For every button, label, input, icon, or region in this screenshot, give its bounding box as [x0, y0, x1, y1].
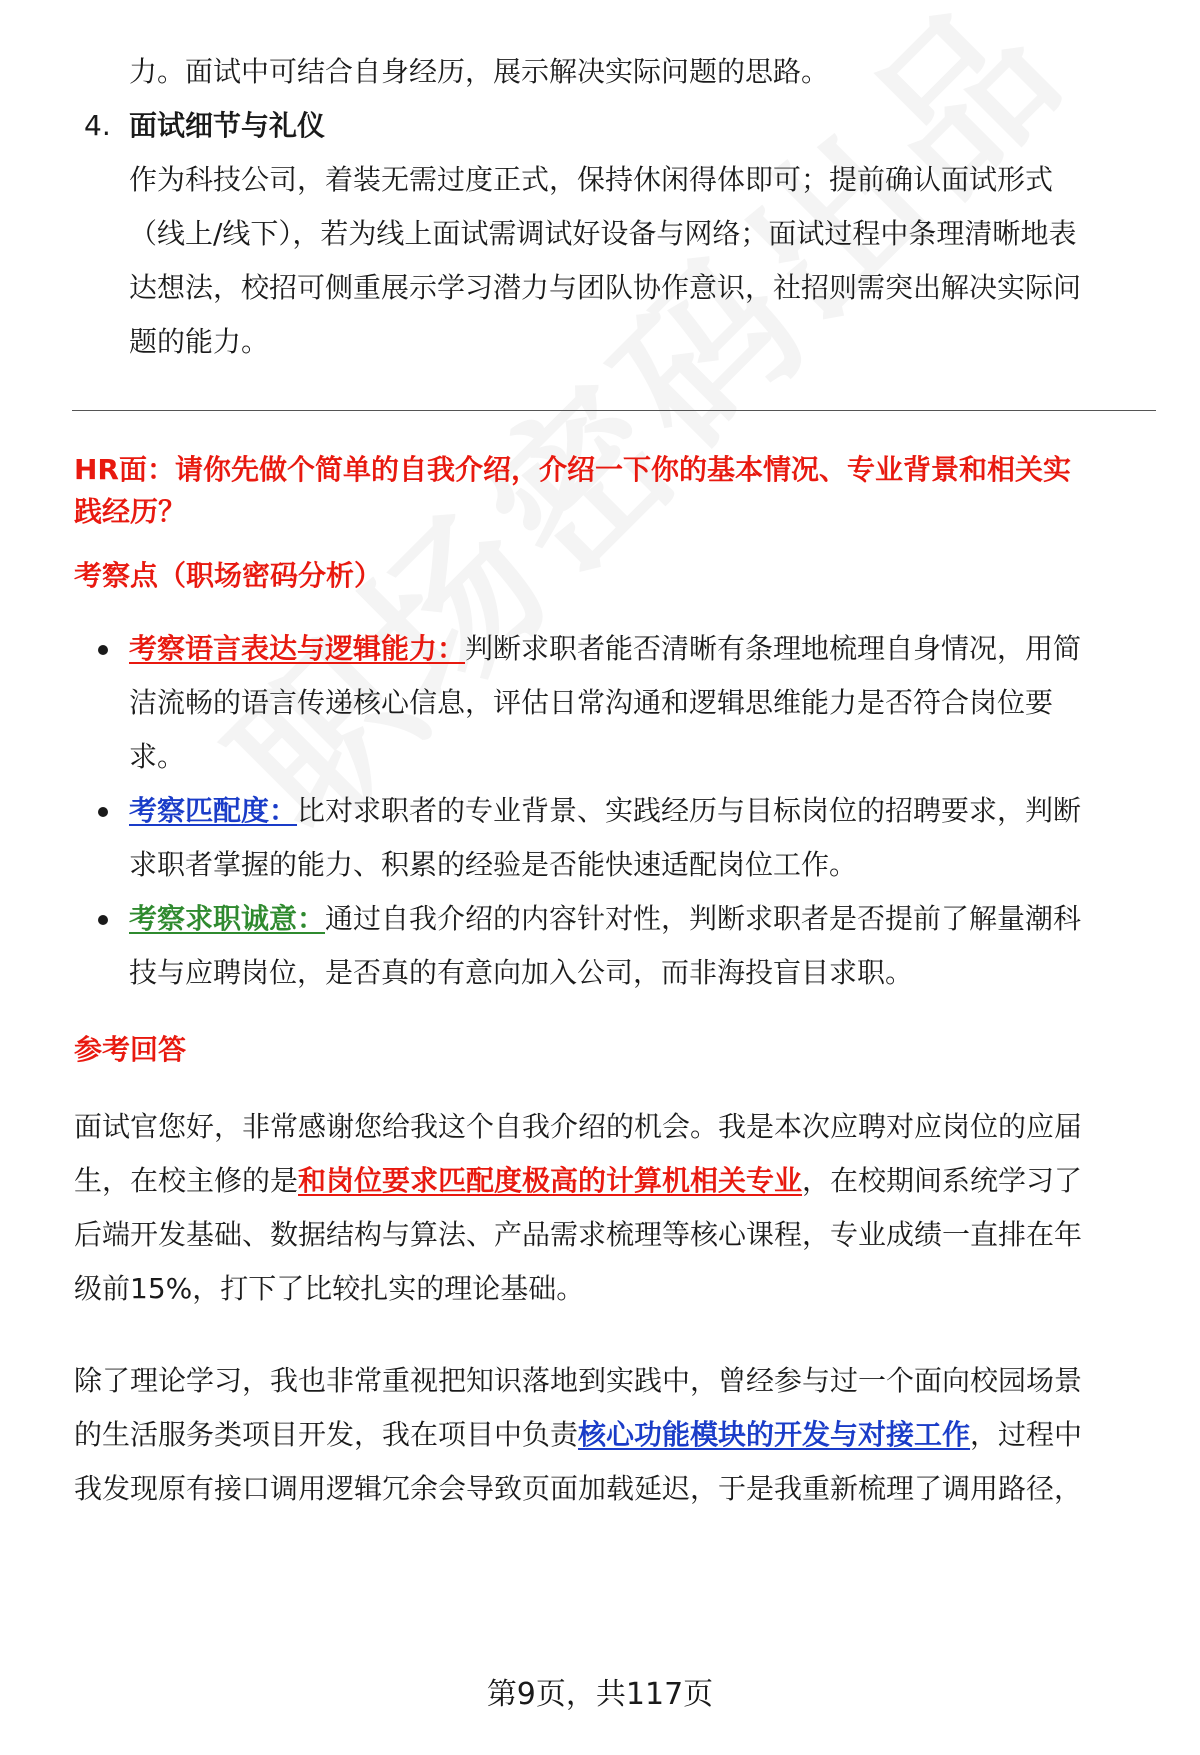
- list-item-4-heading: [74, 96, 1154, 156]
- point-text: 判断求职者能否清晰有条理地梳理自身情况，用简: [465, 632, 1082, 665]
- bullet-icon: [98, 645, 108, 655]
- answer-paragraph-1: [74, 1097, 1154, 1319]
- hr-question: [74, 449, 1154, 533]
- point-3-line-2: 技与应聘岗位，是否真的有意向加入公司，而非海投盲目求职。: [129, 956, 914, 989]
- point-keyword: 考察求职诚意：: [129, 902, 326, 935]
- text-segment: ，过程中: [970, 1418, 1083, 1451]
- list-number: 4.: [84, 109, 111, 142]
- section-divider: [72, 410, 1156, 411]
- point-3-line-1: [129, 889, 1154, 949]
- list-item-title: 面试细节与礼仪: [129, 109, 326, 142]
- bullet-icon: [98, 915, 108, 925]
- item4-line-4: 题的能力。: [129, 325, 270, 358]
- page-content: [74, 0, 1154, 1519]
- answer-p2-line-1: 除了理论学习，我也非常重视把知识落地到实践中，曾经参与过一个面向校园场景: [74, 1364, 1083, 1397]
- list-item: [74, 781, 1154, 895]
- answer-p2-line-2: [74, 1405, 1154, 1465]
- point-2-line-1: [129, 781, 1154, 841]
- question-line-2: 践经历？: [74, 495, 187, 528]
- answer-p1-line-4: 级前15%，打下了比较扎实的理论基础。: [74, 1272, 585, 1305]
- point-2-line-2: 求职者掌握的能力、积累的经验是否能快速适配岗位工作。: [129, 848, 858, 881]
- answer-p2-line-3: 我发现原有接口调用逻辑冗余会导致页面加载延迟，于是我重新梳理了调用路径，: [74, 1472, 1083, 1505]
- text-segment: ，在校期间系统学习了: [802, 1164, 1083, 1197]
- points-heading: 考察点（职场密码分析）: [74, 559, 383, 592]
- item4-line-1: 作为科技公司，着装无需过度正式，保持休闲得体即可；提前确认面试形式: [129, 163, 1054, 196]
- answer-p1-line-1: 面试官您好，非常感谢您给我这个自我介绍的机会。我是本次应聘对应岗位的应届: [74, 1110, 1083, 1143]
- highlight-keyword: 核心功能模块的开发与对接工作: [578, 1418, 971, 1451]
- answer-p1-line-2: [74, 1151, 1154, 1211]
- page-footer: 第9页，共117页: [486, 1677, 714, 1712]
- list-item: [74, 889, 1154, 1003]
- item4-line-3: 达想法，校招可侧重展示学习潜力与团队协作意识，社招则需突出解决实际问: [129, 271, 1082, 304]
- text-segment: 生，在校主修的是: [74, 1164, 299, 1197]
- point-1-line-3: 求。: [129, 740, 186, 773]
- highlight-keyword: 和岗位要求匹配度极高的计算机相关专业: [298, 1164, 803, 1197]
- text-segment: 的生活服务类项目开发，我在项目中负责: [74, 1418, 579, 1451]
- point-text: 比对求职者的专业背景、实践经历与目标岗位的招聘要求，判断: [297, 794, 1082, 827]
- question-line-1: HR面：请你先做个简单的自我介绍，介绍一下你的基本情况、专业背景和相关实: [74, 453, 1071, 486]
- answer-p1-line-3: 后端开发基础、数据结构与算法、产品需求梳理等核心课程，专业成绩一直排在年: [74, 1218, 1083, 1251]
- point-text: 通过自我介绍的内容针对性，判断求职者是否提前了解量潮科: [325, 902, 1082, 935]
- point-1-line-2: 洁流畅的语言传递核心信息，评估日常沟通和逻辑思维能力是否符合岗位要: [129, 686, 1054, 719]
- item4-line-2: （线上/线下），若为线上面试需调试好设备与网络；面试过程中条理清晰地表: [129, 217, 1077, 250]
- point-keyword: 考察匹配度：: [129, 794, 298, 827]
- point-1-line-1: [129, 619, 1154, 679]
- answer-paragraph-2: [74, 1351, 1154, 1519]
- point-keyword: 考察语言表达与逻辑能力：: [129, 632, 466, 665]
- bullet-icon: [98, 807, 108, 817]
- answer-heading: 参考回答: [74, 1033, 187, 1066]
- continued-line: 力。面试中可结合自身经历，展示解决实际问题的思路。: [129, 55, 830, 88]
- points-list: [74, 619, 1154, 1003]
- list-item: [74, 619, 1154, 787]
